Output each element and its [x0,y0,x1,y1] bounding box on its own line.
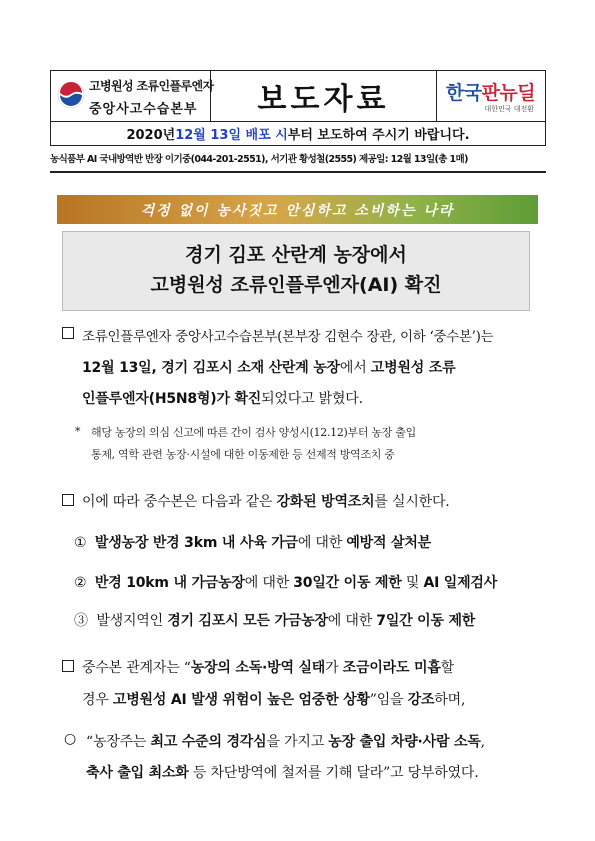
measure-item-2: ② 반경 10km 내 가금농장에 대한 30일간 이동 제한 및 AI 일제검사 [74,575,498,591]
brand-subtitle: 대한민국 대전환 [484,105,534,113]
p4-line2: 축사 출입 최소화 등 차단방역에 철저를 기해 달라”고 당부하였다. [86,765,479,781]
p3-line2: 경우 고병원성 AI 발생 위험이 높은 엄중한 상황”임을 강조하며, [82,692,466,708]
brand-cell [437,71,544,121]
note-line2: 통제, 역학 관련 농장·시설에 대한 이동제한 등 선제적 방역조치 중 [91,448,395,461]
title-cell [211,71,437,121]
divider [50,171,546,173]
measure-item-1: ① 발생농장 반경 3km 내 사육 가금에 대한 예방적 살처분 [74,535,431,551]
headline-line2: 고병원성 조류인플루엔자(AI) 확진 [150,274,442,296]
p1-line1: 조류인플루엔자 중앙사고수습본부(본부장 김현수 장관, 이하 ‘중수본’)는 [82,329,494,345]
brand-logo: 한국판뉴딜 [445,82,536,104]
org-name-line2: 중앙사고수습본부 [89,102,198,117]
checkbox-bullet [62,660,74,672]
p2-line: 이에 따라 중수본은 다음과 같은 강화된 방역조치를 실시한다. [82,494,450,510]
checkbox-bullet [62,327,74,339]
p1-line3: 인플루엔자(H5N8형)가 확진되었다고 밝혔다. [82,391,363,407]
government-emblem-icon [57,81,85,109]
contact-info: 농식품부 AI 국내방역반 반장 이기중(044-201-2551), 서기관 황성철(2555) 제공일: 12월 13일(총 1매) [50,154,468,165]
press-header [50,70,546,122]
note-line1: 해당 농장의 의심 신고에 따른 간이 검사 양성시(12.12)부터 농장 출입 [91,426,416,439]
p1-line2: 12월 13일, 경기 김포시 소재 산란계 농장에서 고병원성 조류 [82,360,456,376]
org-name-line1: 고병원성 조류인플루엔자 [89,79,214,93]
org-cell [51,71,214,121]
headline-box [62,231,530,311]
note-bullet: * [75,425,81,438]
headline-line1: 경기 김포 산란계 농장에서 [185,244,407,266]
checkbox-bullet [62,494,74,506]
measure-item-3: ③ 발생지역인 경기 김포시 모든 가금농장에 대한 7일간 이동 제한 [74,613,476,629]
p4-line1: “농장주는 최고 수준의 경각심을 가지고 농장 출입 차량·사람 소독, [86,734,485,750]
release-date: 12월 13일 배포 시 [175,128,288,143]
press-release-title: 보도자료 [257,82,390,117]
release-date-row: 2020년 12월 13일 배포 시 부터 보도하여 주시기 바랍니다. [50,122,546,146]
circle-bullet: ○ [64,731,77,747]
p3-line1: 중수본 관계자는 “농장의 소독·방역 실태가 조금이라도 미흡할 [82,660,454,676]
slogan-banner: 걱정 없이 농사짓고 안심하고 소비하는 나라 [57,195,538,224]
